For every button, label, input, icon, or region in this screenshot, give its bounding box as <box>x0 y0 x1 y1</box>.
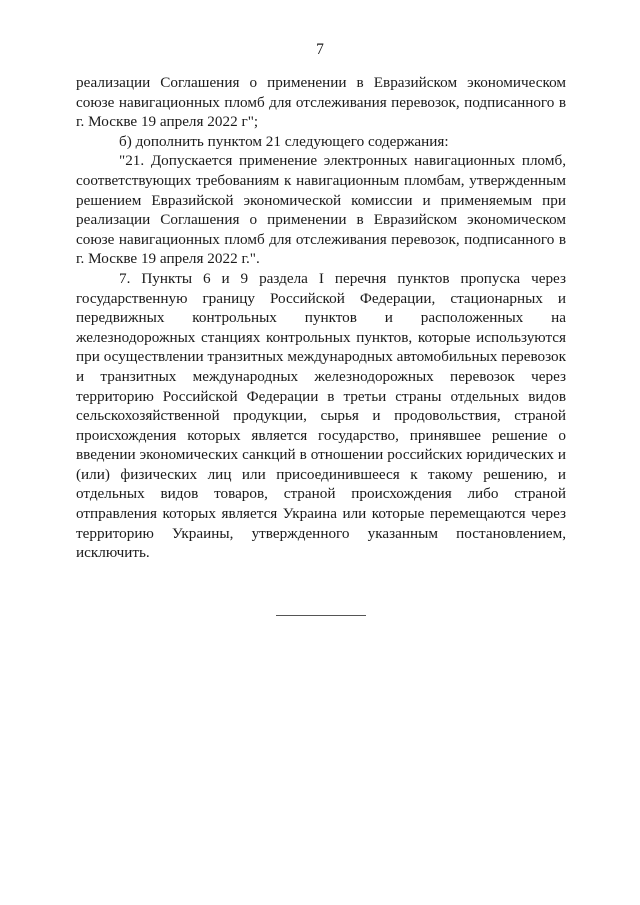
paragraph-quoted-point-21: "21. Допускается применение электронных навигационных пломб, соответствующих требованиям к навигационным пломбам, утвержденным решением Евразийской экономической комиссии и применяемым при реализации Соглашения о применении в Евразийском экономическом союзе навигационных пломб для отслеживания перевозок, подписанного в г. Москве 19 апреля 2022 г.". <box>76 152 566 268</box>
end-divider-line <box>276 615 366 616</box>
paragraph-point-7: 7. Пункты 6 и 9 раздела I перечня пунктов пропуска через государственную границу Российской Федерации, стационарных и передвижных контрольных пунктов и расположенных на железнодорожных станциях контрольных пунктов, которые используются при осуществлении транзитных международных автомобильных перевозок и транзитных международных железнодорожных перевозок через территорию Российской Федерации в третьи страны отдельных видов сельскохозяйственной продукции, сырья и продовольствия, страной происхождения которых является государство, принявшее решение о введении экономических санкций в отношении российских юридических и (или) физических лиц или присоединившееся к такому решению, и отдельных видов товаров, страной происхождения либо страной отправления которых является Украина или которые перемещаются через территорию Украины, утвержденного указанным постановлением, исключить. <box>76 269 566 562</box>
document-body <box>76 73 566 563</box>
page-number: 7 <box>316 41 324 58</box>
paragraph-subitem-b: б) дополнить пунктом 21 следующего содержания: <box>119 132 449 150</box>
paragraph-continuation: реализации Соглашения о применении в Евразийском экономическом союзе навигационных пломб для отслеживания перевозок, подписанного в г. Москве 19 апреля 2022 г"; <box>76 74 566 131</box>
